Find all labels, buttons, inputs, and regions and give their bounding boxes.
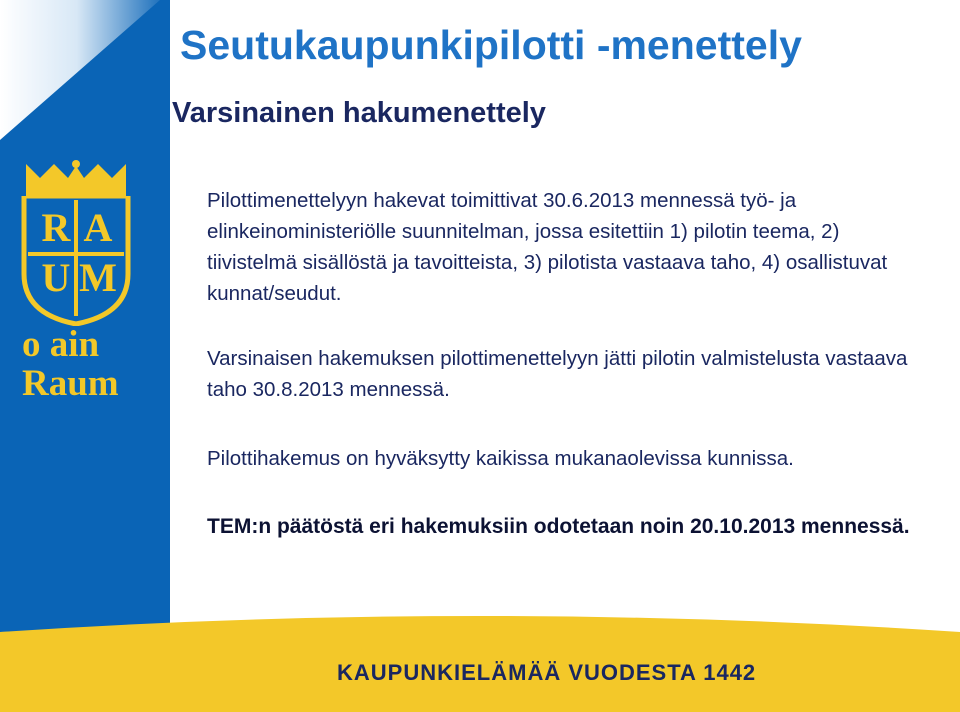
monogram xyxy=(20,190,132,310)
slogan-line-2: Raum xyxy=(22,363,119,404)
bottom-yellow-blue-overlap xyxy=(0,628,120,712)
paragraph-1: Pilottimenettelyyn hakevat toimittivat 30.6.2013 mennessä työ- ja elinkeinoministeriölle suunnitelman, jossa esitettiin 1) pilotin teema, 2) tiivistelmä sisällöstä ja tavoitteista, 3) pilotista vastaava taho, 4) osallistuvat kunnat/seudut. xyxy=(207,189,888,305)
footer-slogan: KAUPUNKIELÄMÄÄ VUODESTA 1442 xyxy=(337,660,757,685)
rauma-logo xyxy=(20,160,132,326)
slogan-line-1: o ain xyxy=(22,324,100,365)
slide-title: Seutukaupunkipilotti -menettely xyxy=(180,22,802,68)
monogram-a: A xyxy=(83,205,113,250)
paragraph-4: TEM:n päätöstä eri hakemuksiin odotetaan noin 20.10.2013 mennessä. xyxy=(207,515,910,538)
paragraph-2: Varsinaisen hakemuksen pilottimenettelyyn jätti pilotin valmistelusta vastaava taho 30.8.2013 mennessä. xyxy=(207,347,908,401)
slide-subtitle: Varsinainen hakumenettely xyxy=(172,97,546,129)
monogram-m: M xyxy=(79,255,117,300)
monogram-u: U xyxy=(41,255,71,300)
paragraph-3: Pilottihakemus on hyväksytty kaikissa mukanaolevissa kunnissa. xyxy=(207,447,794,470)
monogram-r: R xyxy=(41,205,71,250)
